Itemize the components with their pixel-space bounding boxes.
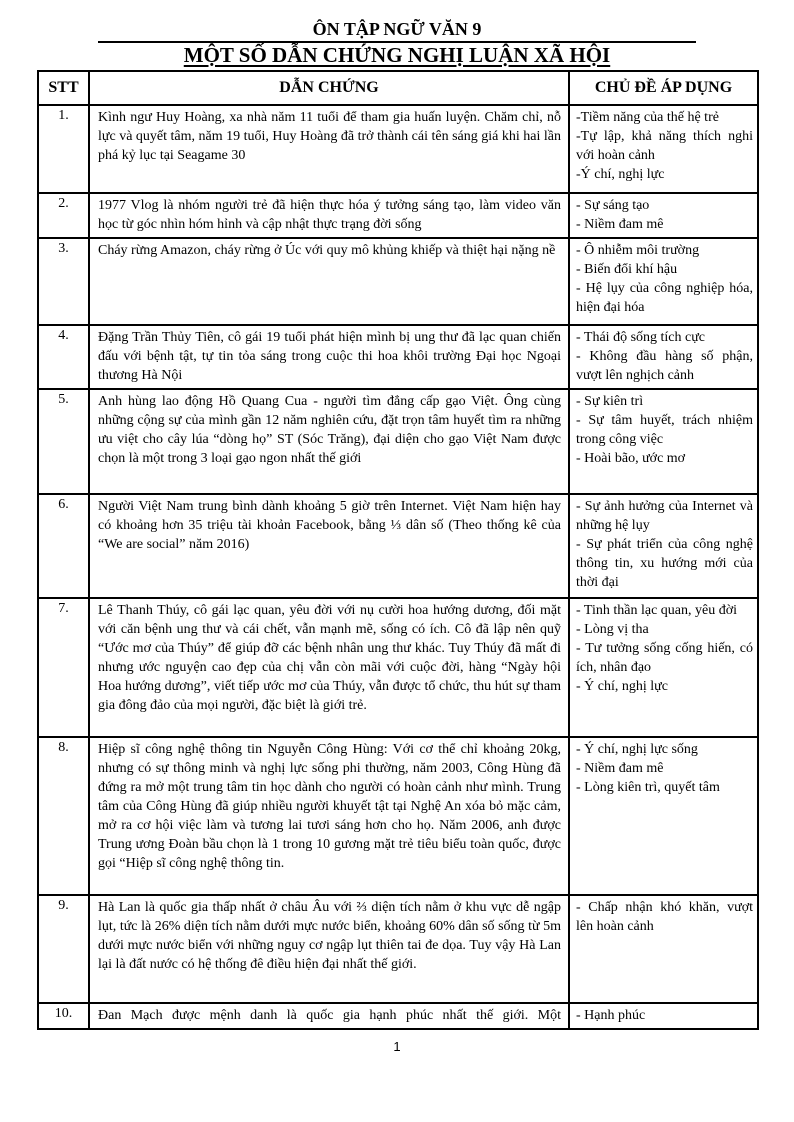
table-row — [38, 238, 758, 325]
topic-item: - Lòng kiên trì, quyết tâm — [576, 780, 720, 795]
topic-item: - Ý chí, nghị lực sống — [576, 742, 698, 757]
table-row — [38, 598, 758, 737]
topic-item: - Hoài bão, ước mơ — [576, 451, 686, 466]
column-header-stt: STT — [38, 71, 89, 105]
table-title: MỘT SỐ DẪN CHỨNG NGHỊ LUẬN XÃ HỘI — [183, 43, 611, 67]
evidence-cell: Lê Thanh Thúy, cô gái lạc quan, yêu đời với nụ cười hoa hướng dương, đối mặt với căn bệnh ung thư và cái chết, vẫn mạnh mẽ, sống có ích. Cô đã lập nên quỹ “Ước mơ của Thúy” để giúp đỡ các bệnh nhân ung thư khác. Tuy Thúy đã mất đi nhưng ước nguyện cao đẹp của chị vẫn còn mãi với cuộc đời, hàng “Ngày hội Hoa hướng dương”, viết tiếp ước mơ của Thúy, vẫn được tổ chức, thu hút sự tham gia đông đảo của mọi người, đặc biệt là giới trẻ. — [89, 598, 569, 737]
topics-cell — [569, 325, 758, 389]
topic-item: - Ô nhiễm môi trường — [576, 243, 700, 258]
topic-item: -Ý chí, nghị lực — [576, 167, 665, 182]
row-number: 3. — [38, 238, 89, 325]
page-title: ÔN TẬP NGỮ VĂN 9 — [312, 19, 482, 39]
column-header-topics: CHỦ ĐỀ ÁP DỤNG — [569, 71, 758, 105]
topics-cell — [569, 389, 758, 494]
topic-item: - Sự kiên trì — [576, 394, 644, 409]
topic-item: - Sự sáng tạo — [576, 198, 650, 213]
evidence-table — [37, 70, 759, 1030]
row-number: 10. — [38, 1003, 89, 1029]
table-row — [38, 325, 758, 389]
row-number: 1. — [38, 105, 89, 193]
table-row — [38, 1003, 758, 1029]
topics-cell — [569, 238, 758, 325]
table-row — [38, 494, 758, 598]
table-row — [38, 389, 758, 494]
topic-item: - Không đầu hàng số phận, vượt lên nghịch cảnh — [576, 349, 753, 383]
evidence-cell: Anh hùng lao động Hồ Quang Cua - người tìm đẳng cấp gạo Việt. Ông cùng những cộng sự của mình gần 12 năm nghiên cứu, đặt trọn tâm huyết tìm ra những ưu việt cho cây lúa “dòng họ” ST (Sóc Trăng), đại diện cho gạo Việt Nam được chọn là một trong 3 loại gạo ngon nhất thế giới — [89, 389, 569, 494]
page-number: 1 — [393, 1039, 401, 1054]
topic-item: - Sự phát triển của công nghệ thông tin, xu hướng mới của thời đại — [576, 537, 753, 590]
topic-item: - Lòng vị tha — [576, 622, 649, 637]
table-row — [38, 737, 758, 895]
topics-cell — [569, 737, 758, 895]
topic-item: - Ý chí, nghị lực — [576, 679, 668, 694]
table-header-row — [38, 71, 758, 105]
row-number: 7. — [38, 598, 89, 737]
row-number: 5. — [38, 389, 89, 494]
topics-cell — [569, 193, 758, 238]
topic-item: - Hạnh phúc — [576, 1008, 646, 1023]
row-number: 4. — [38, 325, 89, 389]
topic-item: - Sự tâm huyết, trách nhiệm trong công việc — [576, 413, 753, 447]
row-number: 9. — [38, 895, 89, 1003]
topic-item: - Biến đổi khí hậu — [576, 262, 678, 277]
topic-item: - Sự ảnh hưởng của Internet và những hệ lụy — [576, 499, 753, 533]
evidence-cell: Người Việt Nam trung bình dành khoảng 5 giờ trên Internet. Việt Nam hiện hay có khoảng hơn 35 triệu tài khoản Facebook, bằng ⅓ dân số (Theo thống kê của “We are social” năm 2016) — [89, 494, 569, 598]
evidence-cell: Đan Mạch được mệnh danh là quốc gia hạnh phúc nhất thế giới. Một — [89, 1003, 569, 1029]
table-row — [38, 193, 758, 238]
topics-cell — [569, 1003, 758, 1029]
topics-cell — [569, 598, 758, 737]
topic-item: - Tinh thần lạc quan, yêu đời — [576, 603, 737, 618]
topic-item: - Niềm đam mê — [576, 217, 664, 232]
evidence-cell: 1977 Vlog là nhóm người trẻ đã hiện thực hóa ý tưởng sáng tạo, làm video văn học từ góc nhìn hóm hỉnh và cập nhật thực trạng đời sống — [89, 193, 569, 238]
evidence-cell: Hiệp sĩ công nghệ thông tin Nguyễn Công Hùng: Với cơ thể chỉ khoảng 20kg, nhưng có sự thông minh và nghị lực sống phi thường, năm 2003, Công Hùng đã đứng ra mở một trung tâm tin học dành cho người có hoàn cảnh như mình. Trung tâm của Công Hùng đã giúp nhiều người khuyết tật tại Nghệ An xóa bỏ mặc cảm, mở ra cơ hội việc làm và tương lai tươi sáng hơn cho họ. Năm 2006, anh được Trung ương Đoàn bầu chọn là 1 trong 10 gương mặt trẻ tiêu biểu toàn quốc, được gọi “Hiệp sĩ công nghệ thông tin. — [89, 737, 569, 895]
table-row — [38, 105, 758, 193]
topics-cell — [569, 105, 758, 193]
topic-item: -Tự lập, khả năng thích nghi với hoàn cảnh — [576, 129, 753, 163]
topic-item: - Tư tưởng sống cống hiến, có ích, nhân đạo — [576, 641, 753, 675]
evidence-cell: Đặng Trần Thủy Tiên, cô gái 19 tuổi phát hiện mình bị ung thư đã lạc quan chiến đấu với bệnh tật, tự tin tỏa sáng trong cuộc thi hoa khôi trường Đại học Ngoại thương Hà Nội — [89, 325, 569, 389]
topic-item: - Niềm đam mê — [576, 761, 664, 776]
topics-cell — [569, 895, 758, 1003]
column-header-evidence: DẪN CHỨNG — [89, 71, 569, 105]
topic-item: - Hệ lụy của công nghiệp hóa, hiện đại hóa — [576, 281, 753, 315]
evidence-cell: Kình ngư Huy Hoàng, xa nhà năm 11 tuổi để tham gia huấn luyện. Chăm chỉ, nỗ lực và quyết tâm, năm 19 tuổi, Huy Hoàng đã trở thành cái tên sáng giá khi hai lần phá kỷ lục tại Seagame 30 — [89, 105, 569, 193]
table-row — [38, 895, 758, 1003]
topics-cell — [569, 494, 758, 598]
row-number: 2. — [38, 193, 89, 238]
topic-item: - Chấp nhận khó khăn, vượt lên hoàn cảnh — [576, 900, 753, 934]
topic-item: -Tiềm năng của thế hệ trẻ — [576, 110, 719, 125]
evidence-cell: Cháy rừng Amazon, cháy rừng ở Úc với quy mô khủng khiếp và thiệt hại nặng nề — [89, 238, 569, 325]
row-number: 8. — [38, 737, 89, 895]
evidence-cell: Hà Lan là quốc gia thấp nhất ở châu Âu với ⅔ diện tích nằm ở khu vực dễ ngập lụt, tức là 26% diện tích nằm dưới mực nước biển, khoảng 60% dân số sống từ 5m dưới mực nước biển với những nguy cơ ngập lụt thiên tai đe dọa. Tuy vậy Hà Lan lại là đất nước có hệ thống đê điều hiện đại nhất thế giới. — [89, 895, 569, 1003]
topic-item: - Thái độ sống tích cực — [576, 330, 706, 345]
row-number: 6. — [38, 494, 89, 598]
